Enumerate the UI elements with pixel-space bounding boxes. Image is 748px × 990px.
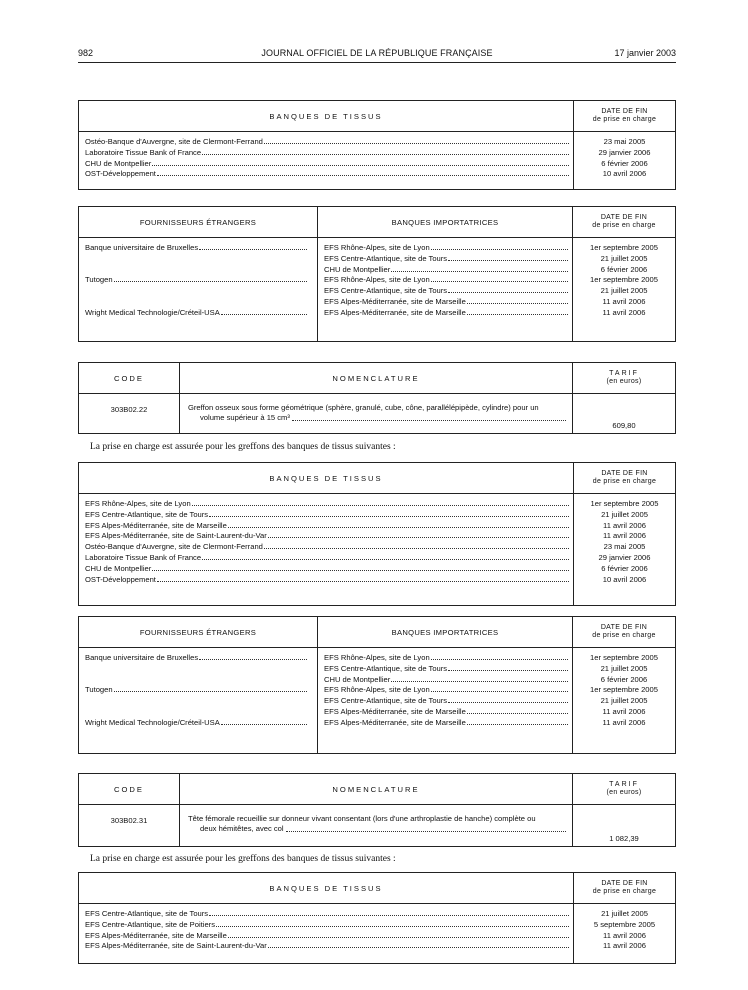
- supplier-names: [79, 648, 318, 754]
- list-item: OST-Développement: [85, 169, 569, 180]
- date-value: 21 juillet 2005: [600, 696, 648, 706]
- col-header-date: DATE DE FIN de prise en charge: [574, 101, 676, 132]
- list-item: Wright Medical Technologie/Créteil-USA: [85, 308, 307, 319]
- date-value: 1er septembre 2005: [590, 653, 658, 662]
- list-item: EFS Alpes-Méditerranée, site de Saint-Laurent-du-Var: [85, 941, 569, 952]
- date-value: 23 mai 2005: [603, 542, 646, 552]
- col-header-date: DATE DE FIN de prise en charge: [574, 463, 676, 494]
- col-header-importatrices: BANQUES IMPORTATRICES: [318, 207, 573, 238]
- list-item: EFS Rhône-Alpes, site de Lyon: [324, 275, 568, 286]
- end-dates: [573, 648, 676, 754]
- supplier-names: [79, 238, 318, 342]
- foreign-suppliers-table-1: [78, 206, 676, 342]
- nomenclature-text: Greffon osseux sous forme géométrique (sphère, granulé, cube, cône, parallélépipède, cylindre) pour un volume supérieur à 15 cm³: [180, 394, 573, 434]
- importer-banks: [318, 648, 573, 754]
- list-item: EFS Rhône-Alpes, site de Lyon: [324, 653, 568, 664]
- code-value: 303B02.22: [79, 394, 180, 434]
- list-item: Laboratoire Tissue Bank of France: [85, 148, 569, 159]
- col-header-date: DATE DE FIN de prise en charge: [573, 617, 676, 648]
- foreign-suppliers-table-2: [78, 616, 676, 754]
- col-header-fournisseurs: FOURNISSEURS ÉTRANGERS: [79, 617, 318, 648]
- col-header-date: DATE DE FIN de prise en charge: [573, 207, 676, 238]
- list-item: Ostéo-Banque d'Auvergne, site de Clermont-Ferrand: [85, 137, 569, 148]
- date-value: 29 janvier 2006: [598, 552, 651, 562]
- list-item: EFS Centre-Atlantique, site de Tours: [324, 286, 568, 297]
- date-value: 6 février 2006: [600, 674, 648, 684]
- paragraph-text: La prise en charge est assurée pour les greffons des banques de tissus suivantes :: [90, 442, 396, 452]
- list-item: EFS Rhône-Alpes, site de Lyon: [324, 685, 568, 696]
- nomenclature-table-1: [78, 362, 676, 434]
- date-value: 1er septembre 2005: [590, 275, 658, 285]
- list-item: EFS Alpes-Méditerranée, site de Marseille: [324, 718, 568, 729]
- list-item: EFS Alpes-Méditerranée, site de Marseille: [85, 931, 569, 942]
- list-item: Banque universitaire de Bruxelles: [85, 653, 307, 664]
- list-item: EFS Centre-Atlantique, site de Tours: [324, 254, 568, 265]
- date-value: 1er septembre 2005: [590, 499, 659, 508]
- list-item: EFS Centre-Atlantique, site de Tours: [85, 909, 569, 920]
- date-value: 21 juillet 2005: [601, 909, 648, 918]
- col-header-date: DATE DE FIN de prise en charge: [574, 873, 676, 904]
- code-value: 303B02.31: [79, 805, 180, 847]
- date-value: 11 avril 2006: [603, 520, 646, 530]
- journal-title: JOURNAL OFFICIEL DE LA RÉPUBLIQUE FRANÇAISE: [261, 48, 493, 58]
- tarif-value: 1 082,39: [573, 805, 676, 847]
- list-item: EFS Alpes-Méditerranée, site de Saint-Laurent-du-Var: [85, 531, 569, 542]
- list-item: EFS Alpes-Méditerranée, site de Marseille: [85, 521, 569, 532]
- list-item: Wright Medical Technologie/Créteil-USA: [85, 718, 307, 729]
- importer-banks: [318, 238, 573, 342]
- tissue-banks-table-3: [78, 872, 676, 964]
- date-value: 10 avril 2006: [602, 169, 647, 179]
- date-value: 23 mai 2005: [603, 137, 646, 146]
- list-item: Tutogen: [85, 685, 307, 696]
- page-number: 982: [78, 48, 94, 58]
- date-value: 29 janvier 2006: [598, 147, 651, 157]
- list-item: CHU de Montpellier: [85, 564, 569, 575]
- date-value: 11 avril 2006: [602, 307, 646, 317]
- issue-date: 17 janvier 2003: [614, 48, 676, 58]
- date-value: 6 février 2006: [600, 264, 648, 274]
- end-dates: [574, 132, 676, 190]
- col-header-nomenclature: NOMENCLATURE: [180, 774, 573, 805]
- list-item: Banque universitaire de Bruxelles: [85, 243, 307, 254]
- date-value: 6 février 2006: [601, 563, 648, 573]
- list-item: Ostéo-Banque d'Auvergne, site de Clermont-Ferrand: [85, 542, 569, 553]
- end-dates: [574, 494, 676, 606]
- list-item: Laboratoire Tissue Bank of France: [85, 553, 569, 564]
- list-item: CHU de Montpellier: [85, 159, 569, 170]
- list-item: EFS Alpes-Méditerranée, site de Marseille: [324, 707, 568, 718]
- col-header-banques: BANQUES DE TISSUS: [79, 463, 574, 494]
- list-item: EFS Alpes-Méditerranée, site de Marseille: [324, 297, 568, 308]
- list-item: CHU de Montpellier: [324, 265, 568, 276]
- date-value: 21 juillet 2005: [600, 286, 648, 296]
- col-header-banques: BANQUES DE TISSUS: [79, 873, 574, 904]
- list-item: EFS Rhône-Alpes, site de Lyon: [324, 243, 568, 254]
- date-value: 11 avril 2006: [603, 531, 646, 541]
- col-header-code: CODE: [79, 774, 180, 805]
- date-value: 21 juillet 2005: [601, 509, 648, 519]
- date-value: 21 juillet 2005: [600, 253, 648, 263]
- paragraph-text: La prise en charge est assurée pour les greffons des banques de tissus suivantes :: [90, 854, 396, 864]
- date-value: 11 avril 2006: [602, 717, 646, 727]
- date-value: 5 septembre 2005: [593, 919, 656, 929]
- list-item: OST-Développement: [85, 575, 569, 586]
- date-value: 10 avril 2006: [602, 574, 647, 584]
- list-item: EFS Rhône-Alpes, site de Lyon: [85, 499, 569, 510]
- date-value: 1er septembre 2005: [590, 685, 658, 695]
- bank-names: [79, 904, 574, 964]
- col-header-fournisseurs: FOURNISSEURS ÉTRANGERS: [79, 207, 318, 238]
- list-item: Tutogen: [85, 275, 307, 286]
- list-item: EFS Centre-Atlantique, site de Tours: [324, 664, 568, 675]
- col-header-code: CODE: [79, 363, 180, 394]
- list-item: EFS Centre-Atlantique, site de Tours: [324, 696, 568, 707]
- list-item: EFS Centre-Atlantique, site de Tours: [85, 510, 569, 521]
- col-header-importatrices: BANQUES IMPORTATRICES: [318, 617, 573, 648]
- date-value: 11 avril 2006: [602, 706, 646, 716]
- end-dates: [573, 238, 676, 342]
- col-header-nomenclature: NOMENCLATURE: [180, 363, 573, 394]
- date-value: 1er septembre 2005: [590, 243, 658, 252]
- end-dates: [574, 904, 676, 964]
- tissue-banks-table-1: [78, 100, 676, 190]
- date-value: 11 avril 2006: [603, 930, 646, 940]
- bank-names: [79, 132, 574, 190]
- tissue-banks-table-2: [78, 462, 676, 606]
- bank-names: [79, 494, 574, 606]
- list-item: EFS Alpes-Méditerranée, site de Marseille: [324, 308, 568, 319]
- list-item: EFS Centre-Atlantique, site de Poitiers: [85, 920, 569, 931]
- date-value: 6 février 2006: [601, 158, 648, 168]
- date-value: 21 juillet 2005: [600, 663, 648, 673]
- header-rule: [78, 62, 676, 63]
- tarif-value: 609,80: [573, 394, 676, 434]
- nomenclature-text: Tête fémorale recueillie sur donneur vivant consentant (lors d'une arthroplastie de hanche) complète ou deux hémitêtes, avec col: [180, 805, 573, 847]
- col-header-tarif: TARIF (en euros): [573, 774, 676, 805]
- list-item: CHU de Montpellier: [324, 675, 568, 686]
- date-value: 11 avril 2006: [602, 296, 646, 306]
- col-header-tarif: TARIF (en euros): [573, 363, 676, 394]
- col-header-banques: BANQUES DE TISSUS: [79, 101, 574, 132]
- date-value: 11 avril 2006: [603, 941, 646, 951]
- nomenclature-table-2: [78, 773, 676, 847]
